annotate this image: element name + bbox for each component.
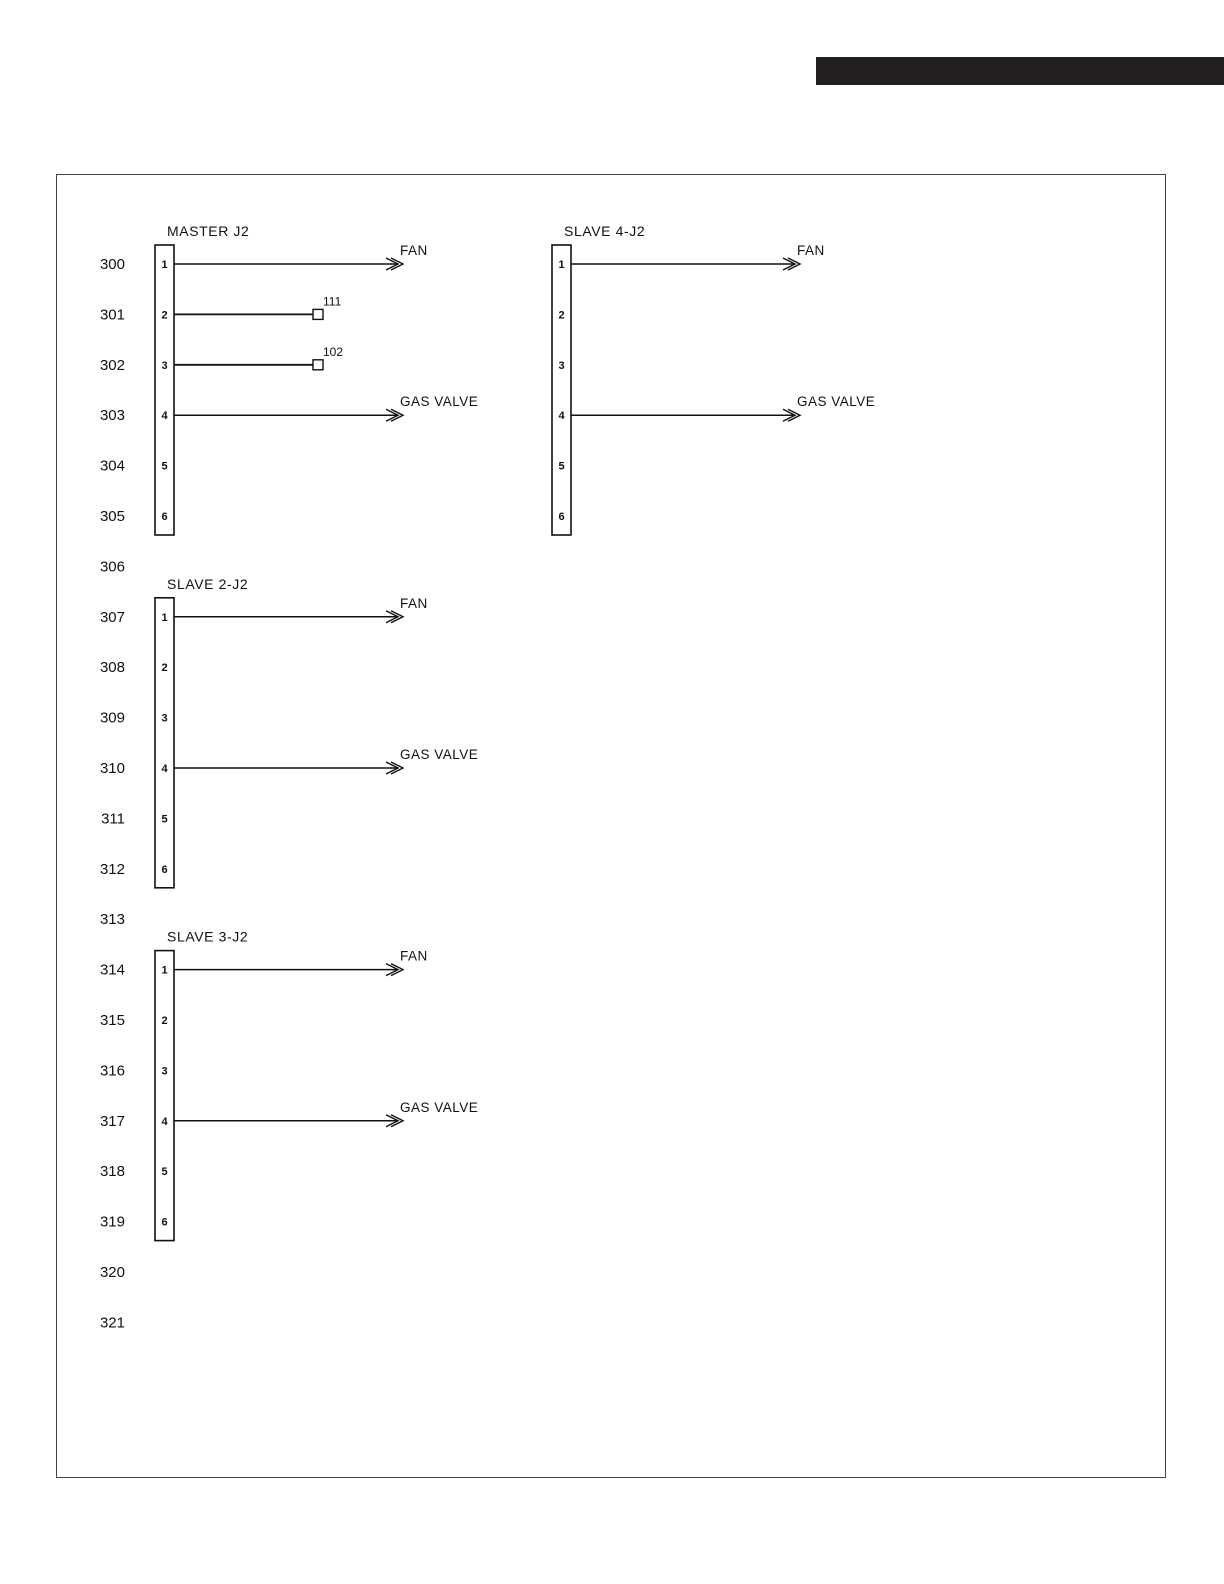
rung-number: 319 (99, 1213, 125, 1231)
pin-number: 3 (558, 359, 565, 372)
wire-destination-label: GAS VALVE (400, 394, 479, 410)
slave-3-j2-title: SLAVE 3-J2 (167, 928, 249, 945)
rung-number: 300 (99, 256, 125, 273)
wire-destination-label: FAN (400, 595, 428, 611)
pin-number: 6 (161, 511, 168, 523)
pin-number: 2 (161, 1015, 168, 1027)
pin-number: 5 (161, 460, 168, 473)
pin-number: 2 (161, 662, 168, 675)
pin-number: 4 (161, 1115, 168, 1128)
rung-number: 301 (99, 306, 125, 324)
rung-number: 305 (99, 508, 125, 525)
rung-number: 310 (99, 760, 125, 777)
wire-destination-label: GAS VALVE (797, 394, 876, 410)
slave-3-j2-connector-block (155, 951, 174, 1241)
wire-destination-label: FAN (797, 243, 825, 258)
rung-number: 321 (99, 1314, 125, 1332)
terminal-reference-label: 111 (323, 294, 342, 309)
slave-2-j2-title: SLAVE 2-J2 (167, 575, 249, 592)
pin-number: 6 (161, 863, 168, 876)
master-j2-title: MASTER J2 (167, 223, 250, 239)
rung-number: 318 (99, 1163, 125, 1181)
pin-number: 5 (161, 813, 168, 826)
rung-number: 304 (99, 457, 125, 475)
rung-number: 309 (99, 709, 125, 727)
pin-number: 6 (161, 1216, 168, 1229)
pin-number: 3 (161, 359, 168, 372)
pin-number: 3 (161, 712, 168, 725)
wire-destination-label: GAS VALVE (400, 747, 479, 762)
pin-number: 4 (161, 410, 168, 423)
slave-4-j2-connector-block (552, 245, 571, 535)
pin-number: 1 (161, 611, 168, 624)
terminal-icon (313, 360, 323, 370)
pin-number: 4 (558, 410, 565, 423)
wire-destination-label: GAS VALVE (400, 1099, 479, 1115)
terminal-icon (313, 309, 323, 319)
pin-number: 4 (161, 763, 168, 775)
pin-number: 2 (161, 309, 168, 322)
rung-number: 303 (99, 407, 125, 425)
wire-destination-label: FAN (400, 243, 428, 258)
rung-number: 316 (99, 1062, 125, 1080)
rung-number: 312 (99, 860, 125, 878)
pin-number: 1 (161, 259, 168, 271)
pin-number: 2 (558, 309, 565, 322)
rung-number: 320 (99, 1264, 125, 1281)
pin-number: 6 (558, 511, 565, 523)
pin-number: 1 (558, 259, 565, 271)
rung-number: 302 (99, 356, 125, 374)
pin-number: 1 (161, 964, 168, 977)
pin-number: 3 (161, 1065, 168, 1078)
slave-2-j2-connector-block (155, 598, 174, 888)
rung-number: 306 (99, 558, 125, 576)
rung-number: 307 (99, 608, 125, 626)
pin-number: 5 (161, 1166, 168, 1179)
wire-destination-label: FAN (400, 948, 428, 964)
rung-number: 313 (99, 911, 125, 929)
pin-number: 5 (558, 460, 565, 473)
rung-number: 317 (99, 1112, 125, 1130)
terminal-reference-label: 102 (323, 344, 344, 359)
rung-number: 314 (99, 961, 125, 979)
rung-number: 308 (99, 659, 125, 677)
master-j2-connector-block (155, 245, 174, 535)
slave-4-j2-title: SLAVE 4-J2 (564, 223, 646, 239)
rung-number: 315 (99, 1012, 125, 1029)
rung-number: 311 (101, 810, 125, 828)
